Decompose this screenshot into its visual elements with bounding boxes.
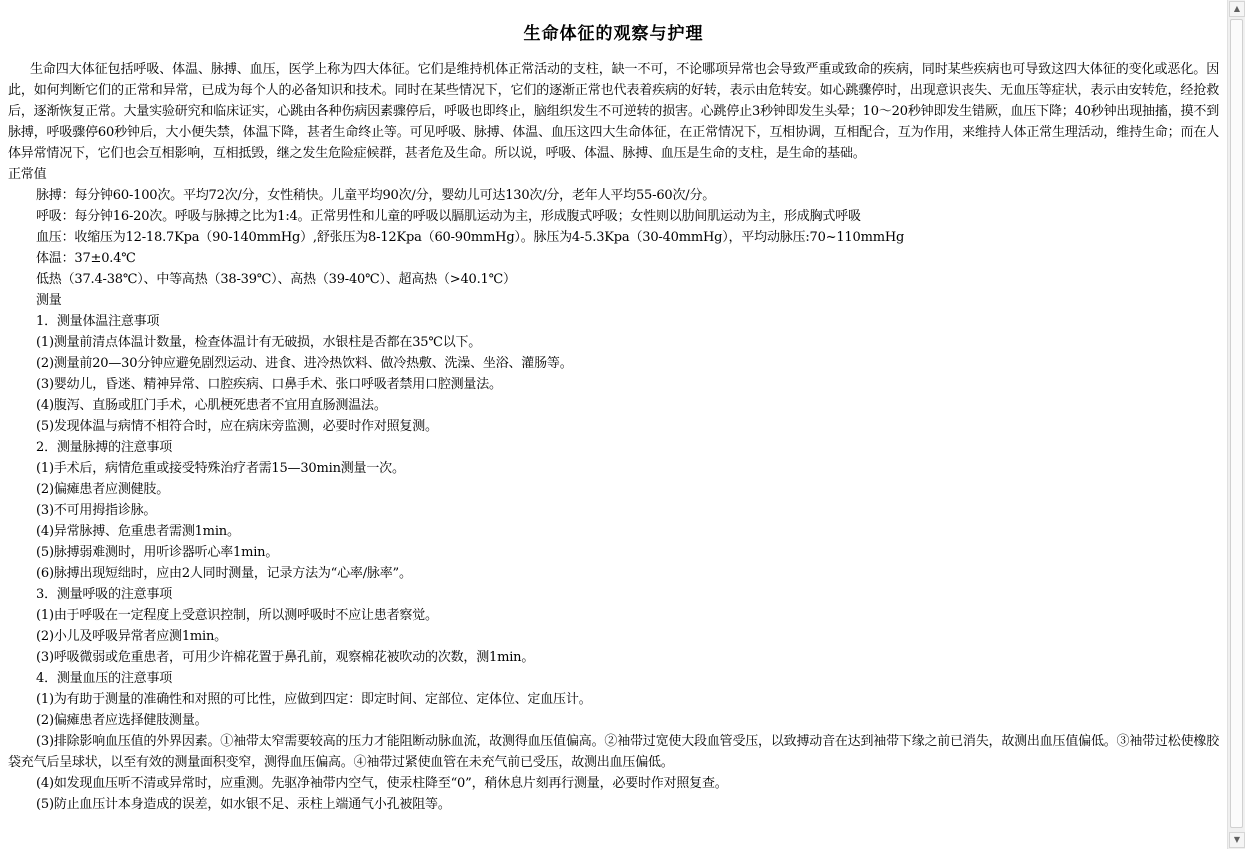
list-item: (1)手术后，病情危重或接受特殊治疗者需15—30min测量一次。 xyxy=(36,461,405,476)
list-item: (2)偏瘫患者应测健肢。 xyxy=(36,482,170,497)
intro-paragraph: 生命四大体征包括呼吸、体温、脉搏、血压，医学上称为四大体征。它们是维持机体正常活动的支柱，缺一不可，不论哪项异常也会导致严重或致命的疾病，同时某些疾病也可导致这四大体征的变化或恶化。因此，如何判断它们的正常和异常，已成为每个人的必备知识和技术。同时在某些情况下，它们的逐渐正常也代表着疾病的好转，表示由危转安。如心跳骤停时，出现意识丧失、无血压等症状，表示由安转危，经抢救后，逐渐恢复正常。大量实验研究和临床证实，心跳由各种伤病因素骤停后，呼吸也即终止，脑组织发生不可逆转的损害。心跳停止3秒钟即发生头晕；10～20秒钟即发生错厥，血压下降；40秒钟出现抽搐，摸不到脉搏，呼吸骤停60秒钟后，大小便失禁，体温下降，甚者生命终止等。可见呼吸、脉搏、体温、血压这四大生命体征，在正常情况下，互相协调，互相配合，互为作用，来维持人体正常生理活动，维持生命；而在人体异常情况下，它们也会互相影响，互相抵毁，继之发生危险症候群，甚者危及生命。所以说，呼吸、体温、脉搏、血压是生命的支柱，是生命的基础。 xyxy=(8,62,1219,161)
list-item: (1)由于呼吸在一定程度上受意识控制，所以测呼吸时不应让患者察觉。 xyxy=(36,608,438,623)
fever-levels: 低热（37.4-38℃）、中等高热（38-39℃）、高热（39-40℃）、超高热（>40.1℃） xyxy=(36,272,516,287)
normal-respiration: 呼吸：每分钟16-20次。呼吸与脉搏之比为1:4。正常男性和儿童的呼吸以膈肌运动为主，形成腹式呼吸；女性则以肋间肌运动为主，形成胸式呼吸 xyxy=(36,209,861,224)
scroll-thumb[interactable] xyxy=(1230,19,1243,828)
normal-temperature: 体温：37±0.4℃ xyxy=(36,251,136,266)
section-title-temperature: 1．测量体温注意事项 xyxy=(36,314,160,329)
normal-blood-pressure: 血压：收缩压为12-18.7Kpa（90-140mmHg）,舒张压为8-12Kpa（60-90mmHg）。脉压为4-5.3Kpa（30-40mmHg），平均动脉压:70~110mmHg xyxy=(36,230,905,245)
normal-values-heading: 正常值 xyxy=(8,167,47,182)
list-item: (3)排除影响血压值的外界因素。①袖带太窄需要较高的压力才能阻断动脉血流，故测得血压值偏高。②袖带过宽使大段血管受压，以致搏动音在达到袖带下缘之前已消失，故测出血压值偏低。③袖带过松使橡胶袋充气后呈球状，以至有效的测量面积变窄，测得血压偏高。④袖带过紧使血管在未充气前已受压，故测出血压偏低。 xyxy=(8,734,1219,770)
list-item: (3)婴幼儿，昏迷、精神异常、口腔疾病、口鼻手术、张口呼吸者禁用口腔测量法。 xyxy=(36,377,502,392)
list-item: (4)如发现血压听不清或异常时，应重测。先驱净袖带内空气，使汞柱降至“0”，稍休息片刻再行测量，必要时作对照复查。 xyxy=(36,776,728,791)
section-title-blood-pressure: 4．测量血压的注意事项 xyxy=(36,671,173,686)
list-item: (1)为有助于测量的准确性和对照的可比性，应做到四定：即定时间、定部位、定体位、定血压计。 xyxy=(36,692,592,707)
list-item: (6)脉搏出现短绌时，应由2人同时测量，记录方法为“心率/脉率”。 xyxy=(36,566,412,581)
list-item: (2)偏瘫患者应选择健肢测量。 xyxy=(36,713,208,728)
measure-heading: 测量 xyxy=(36,293,62,308)
scroll-down-icon[interactable]: ▼ xyxy=(1229,832,1245,848)
list-item: (4)异常脉搏、危重患者需测1min。 xyxy=(36,524,240,539)
list-item: (5)防止血压计本身造成的误差，如水银不足、汞柱上端通气小孔被阻等。 xyxy=(36,797,451,812)
list-item: (5)脉搏弱难测时，用听诊器听心率1min。 xyxy=(36,545,279,560)
list-item: (1)测量前清点体温计数量，检查体温计有无破损，水银柱是否都在35℃以下。 xyxy=(36,335,482,350)
list-item: (3)不可用拇指诊脉。 xyxy=(36,503,157,518)
list-item: (5)发现体温与病情不相符合时，应在病床旁监测，必要时作对照复测。 xyxy=(36,419,438,434)
section-title-pulse: 2．测量脉搏的注意事项 xyxy=(36,440,173,455)
scroll-up-icon[interactable]: ▲ xyxy=(1229,1,1245,17)
section-title-respiration: 3．测量呼吸的注意事项 xyxy=(36,587,173,602)
page-title: 生命体征的观察与护理 xyxy=(523,24,704,44)
list-item: (4)腹泻、直肠或肛门手术，心肌梗死患者不宜用直肠测温法。 xyxy=(36,398,387,413)
list-item: (3)呼吸微弱或危重患者，可用少许棉花置于鼻孔前，观察棉花被吹动的次数，测1min。 xyxy=(36,650,535,665)
list-item: (2)小儿及呼吸异常者应测1min。 xyxy=(36,629,227,644)
vertical-scrollbar[interactable] xyxy=(1227,0,1245,849)
normal-pulse: 脉搏：每分钟60-100次。平均72次/分，女性稍快。儿童平均90次/分，婴幼儿可达130次/分，老年人平均55-60次/分。 xyxy=(36,188,716,203)
list-item: (2)测量前20—30分钟应避免剧烈运动、进食、进冷热饮料、做冷热敷、洗澡、坐浴、灌肠等。 xyxy=(36,356,573,371)
